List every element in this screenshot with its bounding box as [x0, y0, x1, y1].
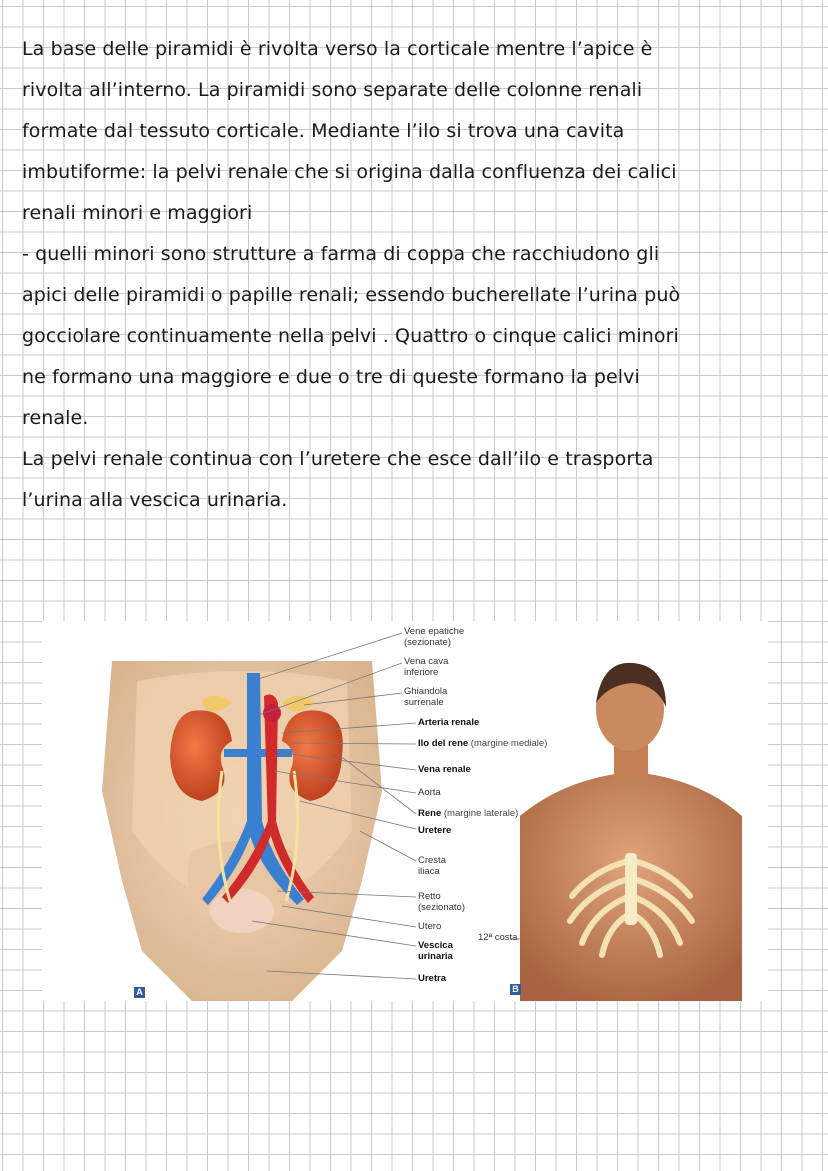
note-line: formate dal tessuto corticale. Mediante l’ilo si trova una cavita — [22, 120, 625, 142]
label-uretra: Uretra — [418, 973, 446, 984]
panel-b-tag: B — [510, 984, 521, 995]
note-line: apici delle piramidi o papille renali; essendo bucherellate l’urina può — [22, 284, 681, 306]
note-line: l’urina alla vescica urinaria. — [22, 489, 288, 511]
label-cresta: Cresta iliaca — [418, 855, 446, 877]
label-vena-cava: Vena cava inferiore — [404, 656, 449, 678]
label-retto: Retto (sezionato) — [418, 891, 465, 913]
panel-b-back — [520, 663, 742, 1001]
note-line: gocciolare continuamente nella pelvi . Quattro o cinque calici minori — [22, 325, 679, 347]
label-ghiandola: Ghiandola surrenale — [404, 686, 448, 708]
panel-a-torso — [102, 661, 382, 1001]
anatomy-illustration — [42, 621, 768, 1001]
note-line: imbutiforme: la pelvi renale che si origina dalla confluenza dei calici — [22, 161, 677, 183]
handwritten-notes — [22, 29, 812, 521]
label-vene-epatiche: Vene epatiche (sezionate) — [404, 626, 465, 648]
label-vescica: Vescica urinaria — [418, 940, 453, 962]
label-uretere: Uretere — [418, 825, 452, 836]
note-line: renali minori e maggiori — [22, 202, 253, 224]
note-line: - quelli minori sono strutture a farma di coppa che racchiudono gli — [22, 243, 660, 265]
label-rene: Rene (margine laterale) — [418, 808, 519, 819]
panel-a-tag: A — [134, 987, 145, 998]
label-vena-renale: Vena renale — [418, 764, 471, 775]
note-line: La base delle piramidi è rivolta verso la corticale mentre l’apice è — [22, 38, 653, 60]
note-line: renale. — [22, 407, 89, 429]
label-utero: Utero — [418, 921, 442, 932]
anatomy-figure — [42, 621, 768, 1001]
note-line: rivolta all’interno. La piramidi sono separate delle colonne renali — [22, 79, 643, 101]
note-line: La pelvi renale continua con l’uretere che esce dall’ilo e trasporta — [22, 448, 654, 470]
label-arteria-renale: Arteria renale — [418, 717, 480, 728]
label-ilo-rene: Ilo del rene (margine mediale) — [418, 738, 548, 749]
label-aorta: Aorta — [418, 787, 441, 798]
label-costa: 12ª costa — [478, 932, 518, 943]
note-line: ne formano una maggiore e due o tre di queste formano la pelvi — [22, 366, 640, 388]
